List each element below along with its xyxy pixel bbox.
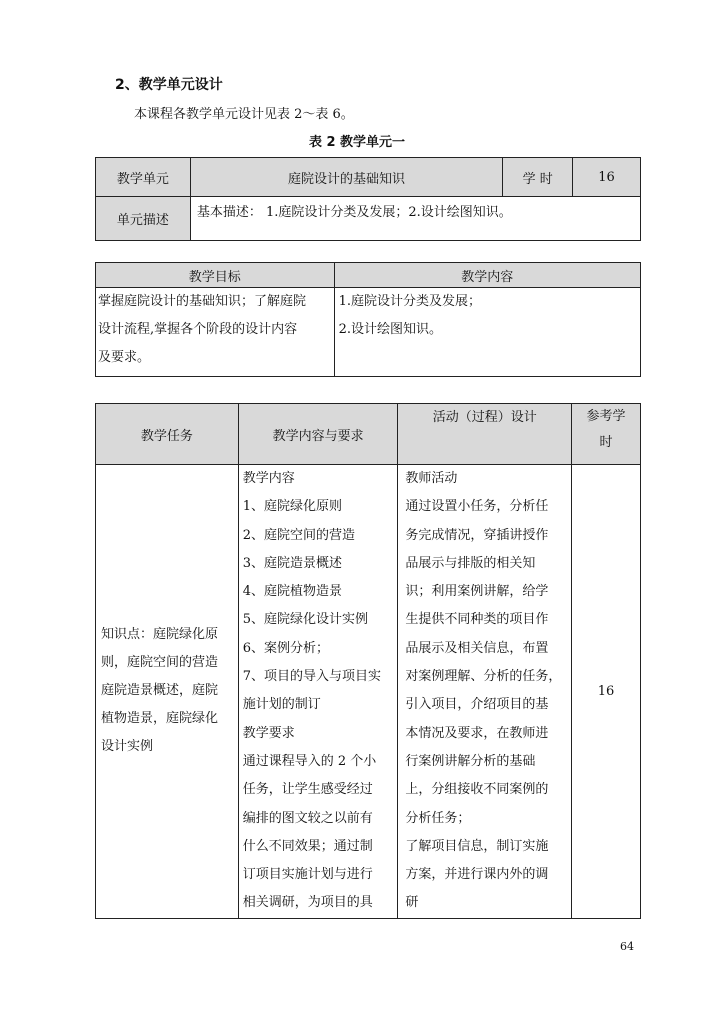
activity-line: 教师活动 [405,471,458,486]
page-number: 64 [620,940,634,953]
activity-cell [398,465,572,919]
task-line: 庭院造景概述，庭院 [101,683,219,699]
task-line: 设计实例 [101,739,154,755]
content-req-line: 4、庭院植物造景 [242,584,343,600]
section-heading: 2、教学单元设计 [115,77,223,93]
activity-line: 对案例理解、分析的任务， [405,669,562,685]
activity-line: 了解项目信息，制订实施 [405,838,549,854]
task-cell [96,465,239,919]
content-req-line: 教学要求 [242,725,295,741]
content-line: 1.庭院设计分类及发展； [338,294,481,309]
goal-cell [96,288,335,377]
content-req-line: 教学内容 [242,471,295,486]
activity-line: 识；利用案例讲解，给学 [405,584,549,600]
content-req-line: 订项目实施计划与进行 [242,867,373,883]
task-line: 知识点：庭院绿化原 [101,627,219,643]
desc-text: 基本描述： 1.庭院设计分类及发展；2.设计绘图知识。 [190,197,640,241]
intro-text: 本课程各教学单元设计见表 2～表 6。 [134,107,354,122]
task-line: 植物造景，庭院绿化 [101,711,219,727]
goal-header: 教学目标 [96,263,335,288]
activity-line: 方案，并进行课内外的调 [405,867,549,883]
unit-label: 教学单元 [96,158,191,197]
task-line: 则，庭院空间的营造 [101,655,219,671]
hours-label: 学 时 [503,158,573,197]
content-req-header: 教学内容与要求 [238,404,398,465]
activity-line: 研 [405,895,419,911]
activity-line: 上，分组接收不同案例的 [405,782,549,798]
content-req-line: 7、项目的导入与项目实 [242,669,382,685]
content-cell [334,288,640,377]
content-req-line: 1、庭院绿化原则 [242,499,343,515]
activity-line: 行案例讲解分析的基础 [405,753,536,769]
task-header: 教学任务 [96,404,239,465]
goal-line: 及要求。 [98,350,151,365]
goal-line: 设计流程,掌握各个阶段的设计内容 [98,322,298,337]
ref-hours-value: 16 [572,465,641,919]
activity-line: 生提供不同种类的项目作 [405,612,549,628]
activity-line: 本情况及要求，在教师进 [405,725,549,741]
content-req-line: 相关调研，为项目的具 [242,895,373,911]
content-line: 2.设计绘图知识。 [338,322,442,337]
activity-line: 务完成情况，穿插讲授作 [405,527,549,543]
unit-name: 庭院设计的基础知识 [190,158,502,197]
task-table [95,403,641,919]
content-req-line: 施计划的制订 [242,697,321,713]
content-header: 教学内容 [334,263,640,288]
content-req-line: 什么不同效果；通过制 [242,838,373,854]
content-req-line: 5、庭院绿化设计实例 [242,612,369,628]
table-caption: 表 2 教学单元一 [308,135,406,150]
content-req-line: 2、庭院空间的营造 [242,527,356,543]
activity-line: 分析任务； [405,810,471,826]
content-req-cell [238,465,398,919]
unit-table [95,157,641,241]
content-req-line: 编排的图文较之以前有 [242,810,373,826]
goal-line: 掌握庭院设计的基础知识；了解庭院 [98,294,307,309]
content-req-line: 3、庭院造景概述 [242,555,343,571]
content-req-line: 6、案例分析； [242,640,330,656]
ref-hours-header [572,404,641,465]
desc-label: 单元描述 [96,197,191,241]
activity-line: 品展示及相关信息，布置 [405,640,549,656]
ref-hours-header-line: 时 [599,435,613,450]
content-req-line: 通过课程导入的 2 个小 [242,753,377,769]
activity-header: 活动（过程）设计 [398,404,572,465]
activity-line: 通过设置小任务，分析任 [405,499,549,515]
hours-value: 16 [573,158,641,197]
activity-line: 品展示与排版的相关知 [405,555,536,571]
content-req-line: 任务，让学生感受经过 [242,782,373,798]
ref-hours-header-line: 参考学 [586,409,626,424]
activity-line: 引入项目，介绍项目的基 [405,697,549,713]
goals-table [95,262,641,377]
